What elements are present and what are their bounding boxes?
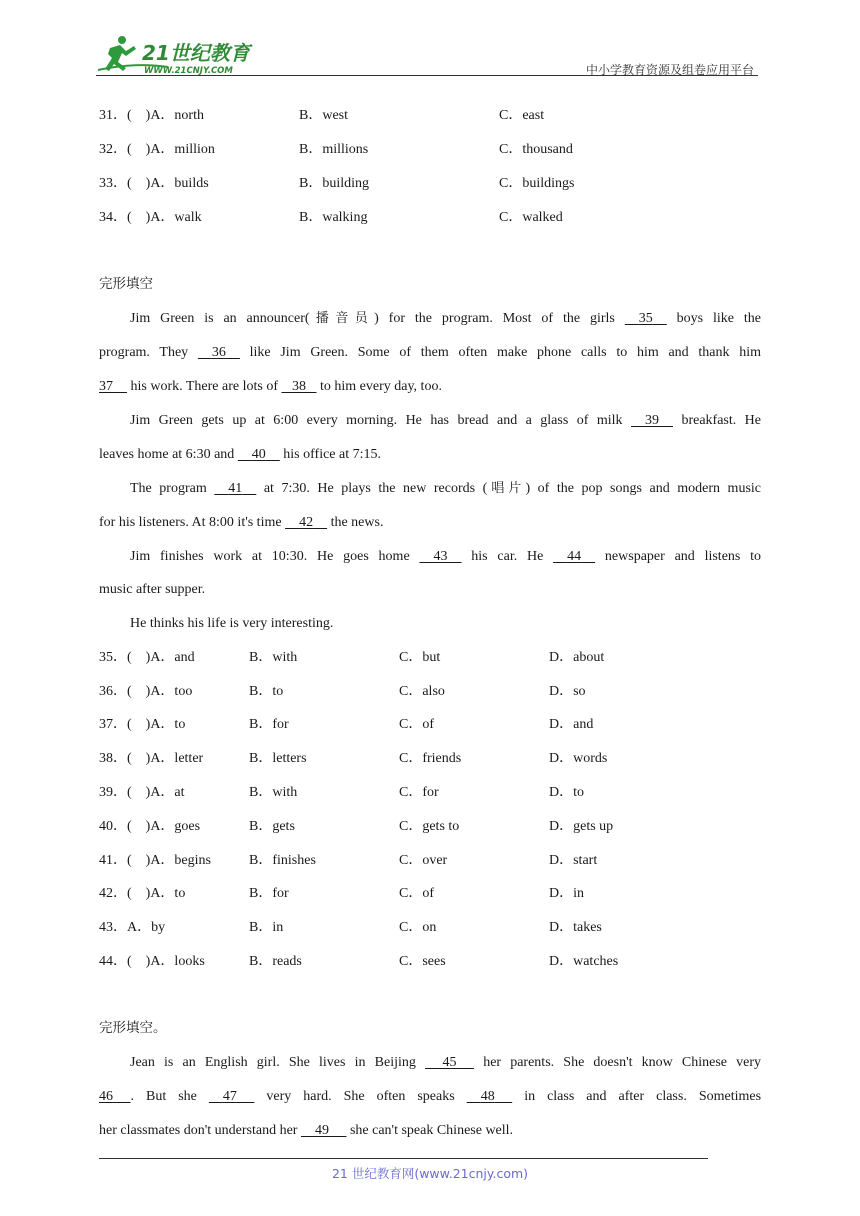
- option-b: B．with: [249, 785, 298, 800]
- option-b: B．finishes: [249, 853, 316, 868]
- option-b: B．reads: [249, 954, 302, 969]
- option-b: B．with: [249, 650, 298, 665]
- option-d: D．in: [549, 886, 584, 901]
- blank-44: 44: [567, 549, 582, 564]
- option-d: D．about: [549, 650, 605, 665]
- option-c: C．also: [399, 684, 445, 699]
- header-divider: [96, 75, 758, 76]
- svg-text:21世纪教育: 21世纪教育: [142, 41, 250, 65]
- option-c: C．but: [399, 650, 441, 665]
- blank-48: 48: [480, 1089, 495, 1104]
- option-b: B．in: [249, 920, 284, 935]
- passage-line: for his listeners. At 8:00 it's time 42 the news.: [99, 513, 383, 533]
- option-b: B．to: [249, 684, 284, 699]
- option-a: 40．( )A．goes: [99, 819, 201, 834]
- blank-49: 49: [314, 1123, 329, 1138]
- passage-line: program. They 36 like Jim Green. Some of them often make phone calls to him and thank him: [99, 343, 761, 363]
- option-d: D．so: [549, 684, 586, 699]
- passage-line: 37 his work. There are lots of 38 to him every day, too.: [99, 377, 442, 397]
- blank-45: 45: [442, 1055, 457, 1070]
- option-c: C．sees: [399, 954, 446, 969]
- option-a: 39．( )A．at: [99, 785, 185, 800]
- option-c: C．of: [399, 886, 434, 901]
- option-a: 41．( )A．begins: [99, 853, 211, 868]
- footer-link[interactable]: 21 世纪教育网(www.21cnjy.com): [331, 1166, 529, 1181]
- option-b: B．for: [249, 717, 289, 732]
- option-b: B．for: [249, 886, 289, 901]
- option-c: C．thousand: [499, 142, 573, 157]
- option-d: D．gets up: [549, 819, 614, 834]
- option-c: C．friends: [399, 751, 462, 766]
- passage-line: leaves home at 6:30 and 40 his office at 7:15.: [99, 445, 381, 465]
- passage-line: Jim Green is an announcer(播音员) for the program. Most of the girls 35 boys like the: [130, 309, 761, 329]
- option-c: C．of: [399, 717, 434, 732]
- option-a: 38．( )A．letter: [99, 751, 204, 766]
- option-c: C．east: [499, 108, 545, 123]
- option-a: 42．( )A．to: [99, 886, 186, 901]
- passage-line: Jim Green gets up at 6:00 every morning. He has bread and a glass of milk 39 breakfast. He: [130, 411, 761, 431]
- option-d: D．and: [549, 717, 594, 732]
- option-a: 36．( )A．too: [99, 684, 193, 699]
- passage-line: 46 . But she 47 very hard. She often speaks 48 in class and after class. Sometimes: [99, 1087, 761, 1107]
- blank-46: 46: [99, 1089, 113, 1104]
- option-c: C．walked: [499, 210, 563, 225]
- option-a: 32．( )A．million: [99, 142, 215, 157]
- option-a: 35．( )A．and: [99, 650, 195, 665]
- footer-divider: [99, 1158, 708, 1159]
- blank-37: 37: [99, 379, 113, 394]
- option-b: B．building: [299, 176, 370, 191]
- option-d: D．to: [549, 785, 584, 800]
- option-d: D．takes: [549, 920, 602, 935]
- svg-text:WWW.21CNJY.COM: WWW.21CNJY.COM: [144, 66, 233, 76]
- passage-line: music after supper.: [99, 582, 206, 597]
- option-c: C．buildings: [499, 176, 575, 191]
- option-b: B．millions: [299, 142, 369, 157]
- option-a: 34．( )A．walk: [99, 210, 202, 225]
- passage-line: her classmates don't understand her 49 she can't speak Chinese well.: [99, 1121, 513, 1141]
- blank-41: 41: [228, 481, 243, 496]
- option-d: D．start: [549, 853, 598, 868]
- option-b: B．walking: [299, 210, 368, 225]
- blank-43: 43: [433, 549, 448, 564]
- option-a: 33．( )A．builds: [99, 176, 209, 191]
- section-title: 完形填空: [99, 276, 153, 292]
- option-b: B．gets: [249, 819, 295, 834]
- option-c: C．gets to: [399, 819, 460, 834]
- blank-47: 47: [222, 1089, 237, 1104]
- option-a: 31．( )A．north: [99, 108, 204, 123]
- option-c: C．for: [399, 785, 439, 800]
- option-d: D．words: [549, 751, 608, 766]
- option-a: 44．( )A．looks: [99, 954, 205, 969]
- passage-line: He thinks his life is very interesting.: [130, 616, 334, 631]
- blank-36: 36: [211, 345, 226, 360]
- blank-42: 42: [299, 515, 314, 530]
- site-logo: [96, 34, 266, 78]
- passage-line: Jean is an English girl. She lives in Beijing 45 her parents. She doesn't know Chinese very: [130, 1053, 761, 1073]
- option-a: 43．A．by: [99, 920, 166, 935]
- blank-38: 38: [291, 379, 306, 394]
- option-d: D．watches: [549, 954, 619, 969]
- option-c: C．on: [399, 920, 437, 935]
- page-header: [96, 34, 758, 78]
- blank-39: 39: [644, 413, 659, 428]
- passage-line: The program 41 at 7:30. He plays the new records (唱片) of the pop songs and modern music: [130, 479, 761, 499]
- option-c: C．over: [399, 853, 448, 868]
- passage-line: Jim finishes work at 10:30. He goes home 43 his car. He 44 newspaper and listens to: [130, 547, 761, 567]
- blank-40: 40: [251, 447, 266, 462]
- blank-35: 35: [638, 311, 653, 326]
- option-b: B．letters: [249, 751, 307, 766]
- option-a: 37．( )A．to: [99, 717, 186, 732]
- section-title: 完形填空。: [99, 1020, 167, 1036]
- platform-name: 中小学教育资源及组卷应用平台: [585, 63, 754, 77]
- option-b: B．west: [299, 108, 348, 123]
